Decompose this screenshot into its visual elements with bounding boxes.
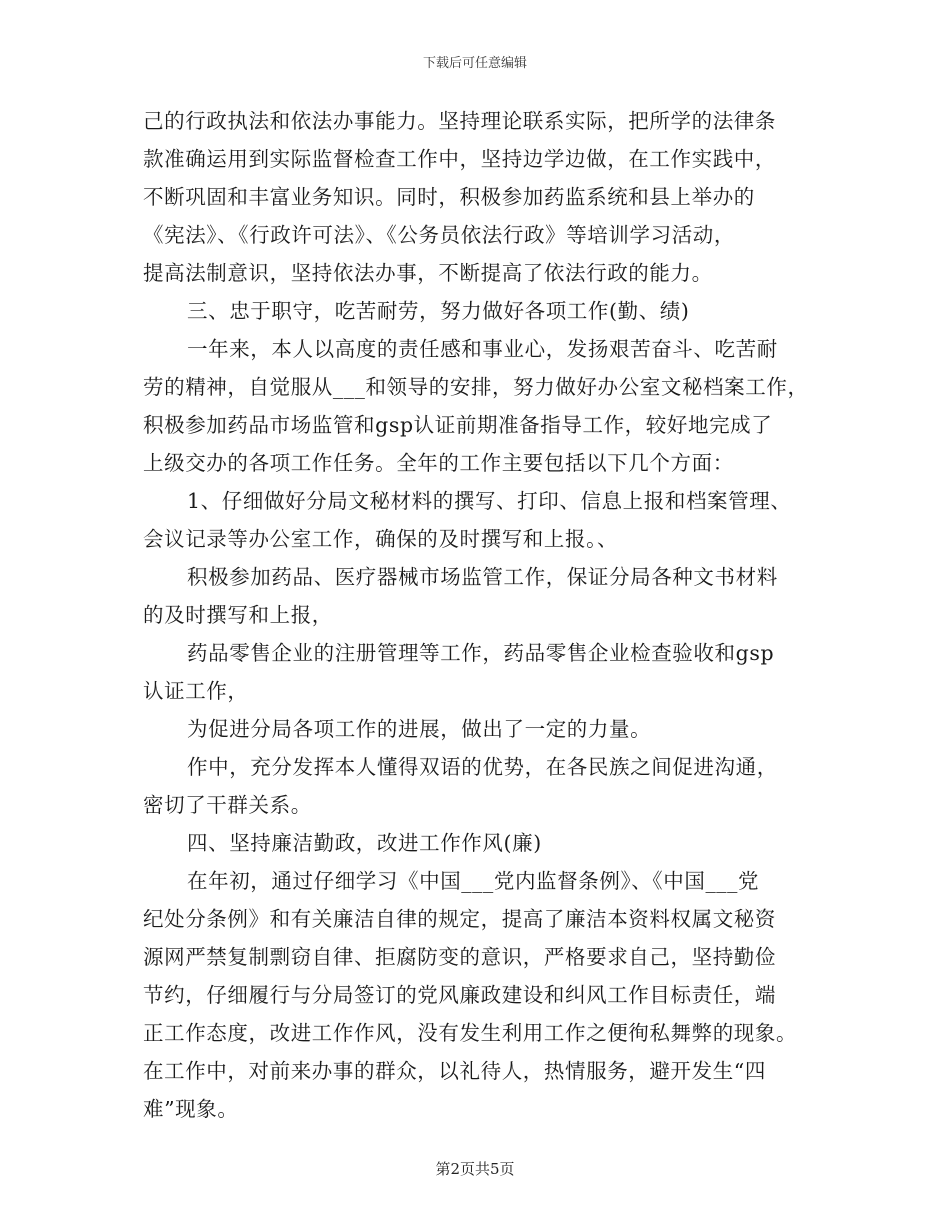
text-line: 一年来，本人以高度的责任感和事业心，发扬艰苦奋斗、吃苦耐 xyxy=(187,337,778,361)
section-heading: 三、忠于职守，吃苦耐劳，努力做好各项工作(勤、绩) xyxy=(187,299,690,323)
document-body xyxy=(143,102,811,1128)
text-line: 纪处分条例》和有关廉洁自律的规定，提高了廉洁本资料权属文秘资 xyxy=(143,907,776,931)
text-line: 认证工作， xyxy=(143,679,249,703)
text-line: 密切了干群关系。 xyxy=(143,793,312,817)
text-line: 上级交办的各项工作任务。全年的工作主要包括以下几个方面： xyxy=(143,451,734,475)
text-line: 《宪法》、《行政许可法》、《公务员依法行政》等培训学习活动， xyxy=(143,223,735,247)
text-line: 在工作中，对前来办事的群众，以礼待人，热情服务，避开发生“四 xyxy=(143,1059,766,1083)
text-line: 难”现象。 xyxy=(143,1097,239,1121)
page-header: 下载后可任意编辑 xyxy=(422,56,527,71)
text-line: 为促进分局各项工作的进展，做出了一定的力量。 xyxy=(187,717,652,741)
text-line: 不断巩固和丰富业务知识。同时，积极参加药监系统和县上举办的 xyxy=(143,185,755,209)
text-line: 的及时撰写和上报， xyxy=(143,603,333,627)
text-line: 1、仔细做好分局文秘材料的撰写、打印、信息上报和档案管理、 xyxy=(187,489,792,513)
text-line: 会议记录等办公室工作，确保的及时撰写和上报。、 xyxy=(143,527,619,551)
text-line: 积极参加药品市场监管和gsp认证前期准备指导工作，较好地完成了 xyxy=(143,413,773,437)
text-line: 在年初，通过仔细学习《中国___党内监督条例》、《中国___党 xyxy=(187,869,760,893)
text-line: 正工作态度，改进工作作风，没有发生利用工作之便徇私舞弊的现象。 xyxy=(143,1021,798,1045)
text-line: 劳的精神，自觉服从___和领导的安排，努力做好办公室文秘档案工作， xyxy=(143,375,809,399)
text-line: 节约，仔细履行与分局签订的党风廉政建设和纠风工作目标责任，端 xyxy=(143,983,776,1007)
text-line: 己的行政执法和依法办事能力。坚持理论联系实际，把所学的法律条 xyxy=(143,109,776,133)
text-line: 作中，充分发挥本人懂得双语的优势，在各民族之间促进沟通， xyxy=(187,755,778,779)
text-line: 源网严禁复制剽窃自律、拒腐防变的意识，严格要求自己，坚持勤俭 xyxy=(143,945,776,969)
text-line: 款准确运用到实际监督检查工作中，坚持边学边做，在工作实践中， xyxy=(143,147,776,171)
text-line: 提高法制意识，坚持依法办事，不断提高了依法行政的能力。 xyxy=(143,261,713,285)
text-line: 积极参加药品、医疗器械市场监管工作，保证分局各种文书材料 xyxy=(187,565,778,589)
page-number: 第2页共5页 xyxy=(435,1160,515,1178)
section-heading: 四、坚持廉洁勤政，改进工作作风(廉) xyxy=(187,831,542,855)
text-line: 药品零售企业的注册管理等工作，药品零售企业检查验收和gsp xyxy=(187,641,775,665)
